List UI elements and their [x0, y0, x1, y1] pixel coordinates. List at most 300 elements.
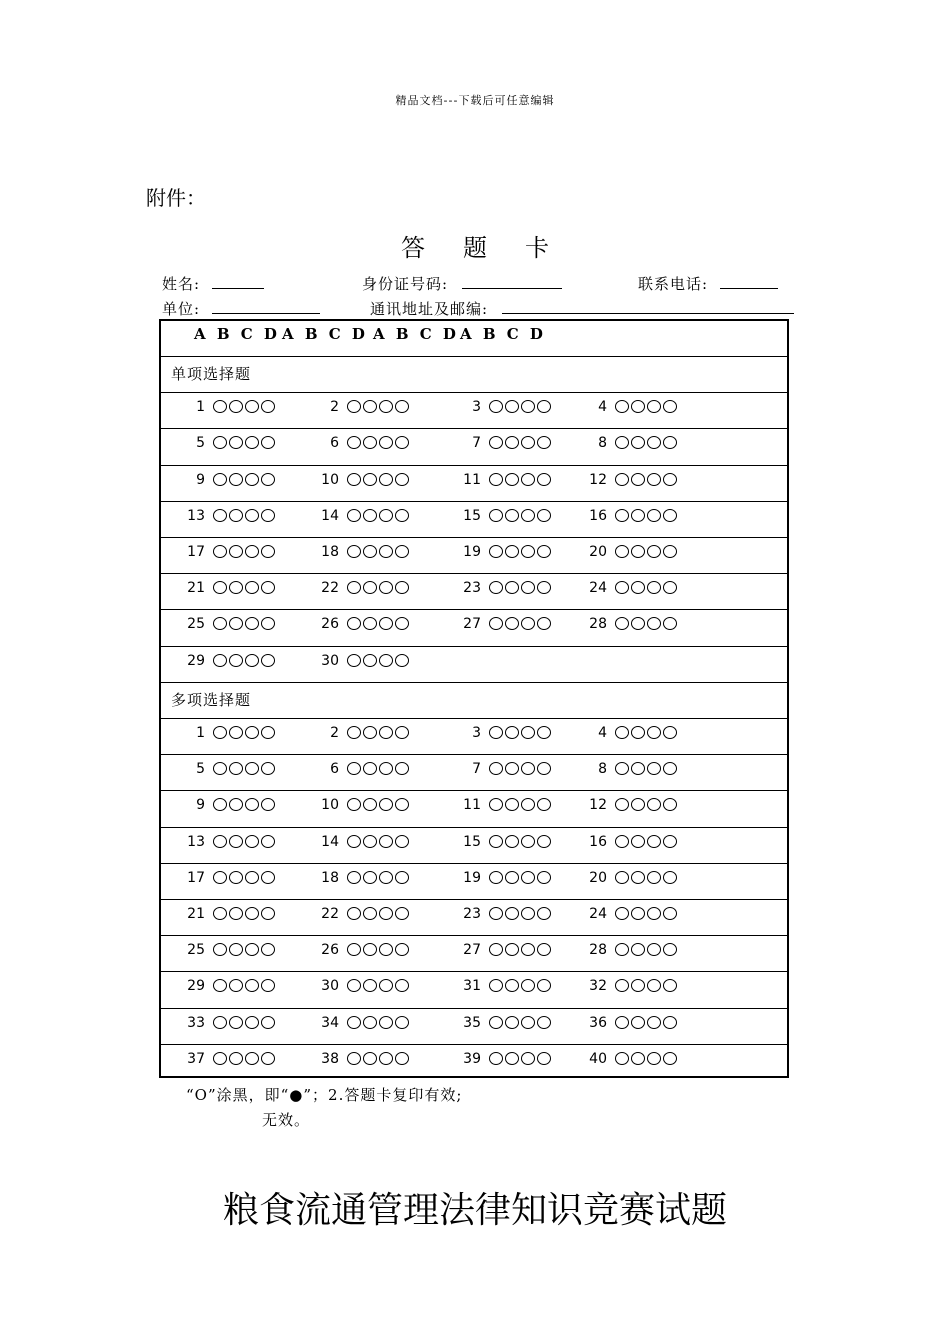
bubble-c-icon[interactable] [245, 545, 259, 558]
bubble-c-icon[interactable] [245, 979, 259, 992]
bubble-c-icon[interactable] [521, 617, 535, 630]
bubble-c-icon[interactable] [521, 762, 535, 775]
bubble-c-icon[interactable] [245, 798, 259, 811]
bubble-b-icon[interactable] [631, 545, 645, 558]
bubble-d-icon[interactable] [395, 979, 409, 992]
bubble-a-icon[interactable] [489, 762, 503, 775]
bubble-a-icon[interactable] [489, 400, 503, 413]
bubble-c-icon[interactable] [379, 1052, 393, 1065]
bubble-c-icon[interactable] [647, 907, 661, 920]
bubble-d-icon[interactable] [537, 581, 551, 594]
bubble-b-icon[interactable] [229, 400, 243, 413]
bubble-c-icon[interactable] [521, 436, 535, 449]
bubble-a-icon[interactable] [213, 943, 227, 956]
bubble-b-icon[interactable] [505, 436, 519, 449]
bubble-d-icon[interactable] [261, 1016, 275, 1029]
bubble-a-icon[interactable] [213, 1016, 227, 1029]
bubble-d-icon[interactable] [663, 871, 677, 884]
bubble-a-icon[interactable] [615, 436, 629, 449]
bubble-b-icon[interactable] [505, 798, 519, 811]
bubble-b-icon[interactable] [363, 871, 377, 884]
multiple-choice-question [309, 725, 409, 741]
bubble-b-icon[interactable] [363, 400, 377, 413]
bubble-a-icon[interactable] [489, 1052, 503, 1065]
bubble-d-icon[interactable] [395, 835, 409, 848]
bubble-c-icon[interactable] [379, 400, 393, 413]
bubble-c-icon[interactable] [379, 545, 393, 558]
bubble-d-icon[interactable] [537, 907, 551, 920]
bubble-c-icon[interactable] [245, 1016, 259, 1029]
bubble-d-icon[interactable] [395, 545, 409, 558]
bubble-a-icon[interactable] [213, 509, 227, 522]
bubble-b-icon[interactable] [363, 943, 377, 956]
bubble-a-icon[interactable] [213, 545, 227, 558]
bubble-b-icon[interactable] [505, 979, 519, 992]
bubble-c-icon[interactable] [521, 979, 535, 992]
bubble-b-icon[interactable] [631, 798, 645, 811]
bubble-d-icon[interactable] [395, 400, 409, 413]
bubble-c-icon[interactable] [379, 581, 393, 594]
bubble-a-icon[interactable] [213, 835, 227, 848]
bubble-b-icon[interactable] [363, 798, 377, 811]
bubble-b-icon[interactable] [631, 1016, 645, 1029]
bubble-d-icon[interactable] [663, 762, 677, 775]
bubble-a-icon[interactable] [615, 400, 629, 413]
bubble-a-icon[interactable] [213, 871, 227, 884]
bubble-c-icon[interactable] [379, 436, 393, 449]
bubble-a-icon[interactable] [213, 798, 227, 811]
bubble-b-icon[interactable] [229, 907, 243, 920]
bubble-c-icon[interactable] [521, 726, 535, 739]
bubble-c-icon[interactable] [647, 798, 661, 811]
bubble-d-icon[interactable] [395, 871, 409, 884]
bubble-b-icon[interactable] [505, 726, 519, 739]
bubble-c-icon[interactable] [647, 509, 661, 522]
bubble-d-icon[interactable] [537, 545, 551, 558]
bubble-a-icon[interactable] [489, 509, 503, 522]
phone-field[interactable] [638, 273, 778, 294]
bubble-a-icon[interactable] [489, 545, 503, 558]
bubble-c-icon[interactable] [245, 762, 259, 775]
bubble-c-icon[interactable] [379, 871, 393, 884]
bubble-c-icon[interactable] [379, 726, 393, 739]
bubble-b-icon[interactable] [363, 726, 377, 739]
bubble-b-icon[interactable] [229, 798, 243, 811]
bubble-a-icon[interactable] [615, 943, 629, 956]
bubble-a-icon[interactable] [489, 473, 503, 486]
bubble-b-icon[interactable] [505, 1052, 519, 1065]
bubble-d-icon[interactable] [537, 509, 551, 522]
bubble-c-icon[interactable] [647, 979, 661, 992]
bubble-c-icon[interactable] [521, 509, 535, 522]
bubble-b-icon[interactable] [631, 1052, 645, 1065]
bubble-c-icon[interactable] [245, 581, 259, 594]
bubble-d-icon[interactable] [261, 835, 275, 848]
bubble-a-icon[interactable] [615, 871, 629, 884]
bubble-d-icon[interactable] [395, 473, 409, 486]
bubble-b-icon[interactable] [229, 1016, 243, 1029]
bubble-d-icon[interactable] [663, 617, 677, 630]
question-number: 18 [321, 869, 339, 886]
bubble-c-icon[interactable] [521, 871, 535, 884]
bubble-b-icon[interactable] [229, 473, 243, 486]
bubble-a-icon[interactable] [347, 654, 361, 667]
bubble-d-icon[interactable] [663, 726, 677, 739]
bubble-a-icon[interactable] [489, 617, 503, 630]
bubble-b-icon[interactable] [363, 436, 377, 449]
bubble-c-icon[interactable] [521, 545, 535, 558]
bubble-c-icon[interactable] [521, 943, 535, 956]
bubble-c-icon[interactable] [245, 726, 259, 739]
bubble-c-icon[interactable] [647, 581, 661, 594]
bubble-d-icon[interactable] [261, 943, 275, 956]
bubble-d-icon[interactable] [395, 1016, 409, 1029]
bubble-c-icon[interactable] [647, 1052, 661, 1065]
bubble-a-icon[interactable] [615, 473, 629, 486]
bubble-a-icon[interactable] [347, 835, 361, 848]
bubble-a-icon[interactable] [347, 726, 361, 739]
bubble-c-icon[interactable] [245, 907, 259, 920]
bubble-a-icon[interactable] [615, 1052, 629, 1065]
bubble-b-icon[interactable] [363, 979, 377, 992]
bubble-b-icon[interactable] [363, 835, 377, 848]
question-row [161, 465, 787, 502]
bubble-d-icon[interactable] [537, 1052, 551, 1065]
bubble-d-icon[interactable] [537, 726, 551, 739]
bubble-d-icon[interactable] [261, 979, 275, 992]
bubble-d-icon[interactable] [261, 436, 275, 449]
bubble-c-icon[interactable] [521, 798, 535, 811]
bubble-a-icon[interactable] [615, 798, 629, 811]
bubble-a-icon[interactable] [615, 581, 629, 594]
bubble-c-icon[interactable] [521, 835, 535, 848]
bubble-b-icon[interactable] [229, 617, 243, 630]
bubble-c-icon[interactable] [245, 400, 259, 413]
bubble-b-icon[interactable] [363, 509, 377, 522]
bubble-b-icon[interactable] [631, 473, 645, 486]
bubble-a-icon[interactable] [213, 907, 227, 920]
bubble-d-icon[interactable] [537, 871, 551, 884]
bubble-c-icon[interactable] [379, 617, 393, 630]
bubble-d-icon[interactable] [663, 545, 677, 558]
single-choice-title-row [161, 356, 787, 393]
bubble-b-icon[interactable] [363, 545, 377, 558]
bubble-a-icon[interactable] [489, 798, 503, 811]
bubble-d-icon[interactable] [395, 798, 409, 811]
bubble-b-icon[interactable] [505, 400, 519, 413]
bubble-b-icon[interactable] [505, 762, 519, 775]
bubble-d-icon[interactable] [395, 654, 409, 667]
bubble-c-icon[interactable] [379, 509, 393, 522]
bubble-c-icon[interactable] [647, 400, 661, 413]
bubble-a-icon[interactable] [615, 979, 629, 992]
bubble-b-icon[interactable] [363, 617, 377, 630]
bubble-d-icon[interactable] [261, 581, 275, 594]
bubble-c-icon[interactable] [379, 979, 393, 992]
bubble-a-icon[interactable] [615, 1016, 629, 1029]
bubble-a-icon[interactable] [615, 509, 629, 522]
bubble-a-icon[interactable] [213, 726, 227, 739]
bubble-a-icon[interactable] [213, 654, 227, 667]
bubble-a-icon[interactable] [347, 1016, 361, 1029]
bubble-a-icon[interactable] [489, 726, 503, 739]
bubble-a-icon[interactable] [615, 726, 629, 739]
bubble-c-icon[interactable] [647, 473, 661, 486]
bubble-b-icon[interactable] [505, 943, 519, 956]
bubble-c-icon[interactable] [647, 835, 661, 848]
bubble-d-icon[interactable] [261, 871, 275, 884]
bubble-a-icon[interactable] [615, 762, 629, 775]
bubble-b-icon[interactable] [505, 871, 519, 884]
bubble-b-icon[interactable] [363, 1016, 377, 1029]
bubble-a-icon[interactable] [213, 617, 227, 630]
bubble-d-icon[interactable] [261, 1052, 275, 1065]
single-choice-question [175, 544, 275, 560]
bubble-d-icon[interactable] [663, 436, 677, 449]
bubble-c-icon[interactable] [379, 907, 393, 920]
bubble-c-icon[interactable] [245, 654, 259, 667]
bubble-a-icon[interactable] [489, 871, 503, 884]
bubble-b-icon[interactable] [631, 617, 645, 630]
bubble-c-icon[interactable] [379, 835, 393, 848]
bubble-d-icon[interactable] [663, 400, 677, 413]
bubble-a-icon[interactable] [347, 1052, 361, 1065]
bubble-d-icon[interactable] [663, 581, 677, 594]
bubble-d-icon[interactable] [663, 473, 677, 486]
bubble-d-icon[interactable] [395, 436, 409, 449]
bubble-d-icon[interactable] [395, 617, 409, 630]
bubble-a-icon[interactable] [615, 617, 629, 630]
bubble-a-icon[interactable] [347, 436, 361, 449]
bubble-c-icon[interactable] [379, 1016, 393, 1029]
bubble-b-icon[interactable] [631, 871, 645, 884]
bubble-c-icon[interactable] [647, 436, 661, 449]
bubble-d-icon[interactable] [537, 762, 551, 775]
bubble-b-icon[interactable] [505, 545, 519, 558]
bubble-b-icon[interactable] [229, 835, 243, 848]
question-number: 12 [589, 471, 607, 488]
bubble-b-icon[interactable] [363, 907, 377, 920]
bubble-c-icon[interactable] [245, 473, 259, 486]
bubble-c-icon[interactable] [521, 400, 535, 413]
bubble-d-icon[interactable] [261, 400, 275, 413]
bubble-a-icon[interactable] [347, 509, 361, 522]
bubble-b-icon[interactable] [631, 509, 645, 522]
bubble-c-icon[interactable] [521, 473, 535, 486]
bubble-c-icon[interactable] [647, 871, 661, 884]
bubble-b-icon[interactable] [631, 726, 645, 739]
bubble-a-icon[interactable] [347, 400, 361, 413]
bubble-c-icon[interactable] [379, 798, 393, 811]
bubble-a-icon[interactable] [213, 979, 227, 992]
bubble-d-icon[interactable] [663, 979, 677, 992]
bubble-d-icon[interactable] [261, 617, 275, 630]
bubble-a-icon[interactable] [615, 545, 629, 558]
bubble-a-icon[interactable] [213, 473, 227, 486]
bubble-d-icon[interactable] [395, 726, 409, 739]
bubble-b-icon[interactable] [505, 835, 519, 848]
bubble-d-icon[interactable] [663, 1052, 677, 1065]
bubble-b-icon[interactable] [229, 871, 243, 884]
bubble-d-icon[interactable] [663, 798, 677, 811]
bubble-a-icon[interactable] [347, 943, 361, 956]
bubble-c-icon[interactable] [245, 871, 259, 884]
bubble-c-icon[interactable] [647, 545, 661, 558]
bubble-b-icon[interactable] [229, 581, 243, 594]
bubble-d-icon[interactable] [395, 907, 409, 920]
bubble-a-icon[interactable] [347, 473, 361, 486]
bubble-b-icon[interactable] [229, 943, 243, 956]
bubble-d-icon[interactable] [261, 798, 275, 811]
bubble-b-icon[interactable] [631, 436, 645, 449]
bubble-d-icon[interactable] [537, 979, 551, 992]
bubble-a-icon[interactable] [489, 835, 503, 848]
name-blank[interactable] [212, 273, 264, 289]
bubble-b-icon[interactable] [229, 762, 243, 775]
bubble-c-icon[interactable] [245, 617, 259, 630]
bubble-b-icon[interactable] [631, 400, 645, 413]
bubble-b-icon[interactable] [631, 907, 645, 920]
bubble-b-icon[interactable] [229, 1052, 243, 1065]
bubble-d-icon[interactable] [537, 835, 551, 848]
bubble-c-icon[interactable] [245, 943, 259, 956]
bubble-c-icon[interactable] [245, 509, 259, 522]
bubble-d-icon[interactable] [537, 798, 551, 811]
bubble-a-icon[interactable] [213, 436, 227, 449]
bubble-b-icon[interactable] [505, 907, 519, 920]
bubble-c-icon[interactable] [647, 943, 661, 956]
bubble-c-icon[interactable] [379, 762, 393, 775]
bubble-d-icon[interactable] [537, 473, 551, 486]
bubble-b-icon[interactable] [505, 1016, 519, 1029]
bubble-d-icon[interactable] [537, 617, 551, 630]
single-choice-question [451, 544, 551, 560]
bubble-a-icon[interactable] [347, 979, 361, 992]
phone-blank[interactable] [720, 273, 778, 289]
bubble-c-icon[interactable] [245, 835, 259, 848]
bubble-b-icon[interactable] [363, 581, 377, 594]
bubble-a-icon[interactable] [489, 979, 503, 992]
bubble-b-icon[interactable] [229, 979, 243, 992]
bubble-c-icon[interactable] [521, 1016, 535, 1029]
single-choice-question [309, 435, 409, 451]
bubble-d-icon[interactable] [395, 509, 409, 522]
bubble-a-icon[interactable] [489, 581, 503, 594]
bubble-d-icon[interactable] [395, 943, 409, 956]
bubble-b-icon[interactable] [229, 436, 243, 449]
bubble-a-icon[interactable] [347, 545, 361, 558]
bubble-b-icon[interactable] [631, 581, 645, 594]
bubble-b-icon[interactable] [229, 654, 243, 667]
bubble-d-icon[interactable] [261, 907, 275, 920]
bubble-a-icon[interactable] [347, 762, 361, 775]
bubble-c-icon[interactable] [245, 1052, 259, 1065]
bubble-a-icon[interactable] [347, 617, 361, 630]
bubble-a-icon[interactable] [489, 436, 503, 449]
bubble-c-icon[interactable] [647, 617, 661, 630]
bubble-b-icon[interactable] [229, 509, 243, 522]
bubble-b-icon[interactable] [631, 835, 645, 848]
bubble-d-icon[interactable] [395, 1052, 409, 1065]
bubble-d-icon[interactable] [663, 907, 677, 920]
bubble-a-icon[interactable] [213, 400, 227, 413]
bubble-c-icon[interactable] [379, 473, 393, 486]
bubble-d-icon[interactable] [261, 654, 275, 667]
id-number-blank[interactable] [462, 273, 562, 289]
bubble-d-icon[interactable] [261, 726, 275, 739]
name-field[interactable] [162, 273, 264, 294]
bubble-a-icon[interactable] [347, 871, 361, 884]
bubble-a-icon[interactable] [347, 798, 361, 811]
bubble-b-icon[interactable] [505, 581, 519, 594]
unit-field[interactable] [162, 298, 320, 319]
bubble-d-icon[interactable] [261, 509, 275, 522]
bubble-b-icon[interactable] [505, 617, 519, 630]
bubble-d-icon[interactable] [261, 762, 275, 775]
bubble-c-icon[interactable] [521, 1052, 535, 1065]
address-field[interactable] [370, 298, 794, 319]
bubble-b-icon[interactable] [363, 762, 377, 775]
address-blank[interactable] [502, 298, 794, 314]
bubble-d-icon[interactable] [537, 943, 551, 956]
question-number: 15 [463, 833, 481, 850]
bubble-c-icon[interactable] [521, 907, 535, 920]
bubble-a-icon[interactable] [213, 581, 227, 594]
bubble-c-icon[interactable] [647, 726, 661, 739]
bubble-b-icon[interactable] [363, 1052, 377, 1065]
bubble-d-icon[interactable] [395, 581, 409, 594]
bubble-d-icon[interactable] [261, 545, 275, 558]
bubble-d-icon[interactable] [537, 436, 551, 449]
bubble-c-icon[interactable] [521, 581, 535, 594]
bubble-a-icon[interactable] [615, 907, 629, 920]
bubble-b-icon[interactable] [505, 509, 519, 522]
bubble-c-icon[interactable] [379, 943, 393, 956]
bubble-a-icon[interactable] [213, 1052, 227, 1065]
bubble-a-icon[interactable] [347, 907, 361, 920]
bubble-d-icon[interactable] [663, 509, 677, 522]
bubble-b-icon[interactable] [631, 979, 645, 992]
bubble-b-icon[interactable] [631, 943, 645, 956]
bubble-b-icon[interactable] [229, 545, 243, 558]
bubble-a-icon[interactable] [489, 907, 503, 920]
id-number-field[interactable] [362, 273, 562, 294]
bubble-d-icon[interactable] [261, 473, 275, 486]
bubble-b-icon[interactable] [631, 762, 645, 775]
multiple-choice-question [451, 870, 551, 886]
bubble-d-icon[interactable] [663, 835, 677, 848]
bubble-d-icon[interactable] [663, 943, 677, 956]
bubble-a-icon[interactable] [347, 581, 361, 594]
bubble-b-icon[interactable] [363, 473, 377, 486]
bubble-d-icon[interactable] [537, 1016, 551, 1029]
bubble-c-icon[interactable] [245, 436, 259, 449]
bubble-a-icon[interactable] [213, 762, 227, 775]
unit-blank[interactable] [212, 298, 320, 314]
bubble-a-icon[interactable] [489, 943, 503, 956]
bubble-d-icon[interactable] [395, 762, 409, 775]
bubble-a-icon[interactable] [489, 1016, 503, 1029]
bubble-c-icon[interactable] [379, 654, 393, 667]
bubble-c-icon[interactable] [647, 1016, 661, 1029]
bubble-d-icon[interactable] [663, 1016, 677, 1029]
bubble-b-icon[interactable] [229, 726, 243, 739]
bubble-a-icon[interactable] [615, 835, 629, 848]
bubble-c-icon[interactable] [647, 762, 661, 775]
bubble-b-icon[interactable] [505, 473, 519, 486]
bubble-d-icon[interactable] [537, 400, 551, 413]
bubble-b-icon[interactable] [363, 654, 377, 667]
